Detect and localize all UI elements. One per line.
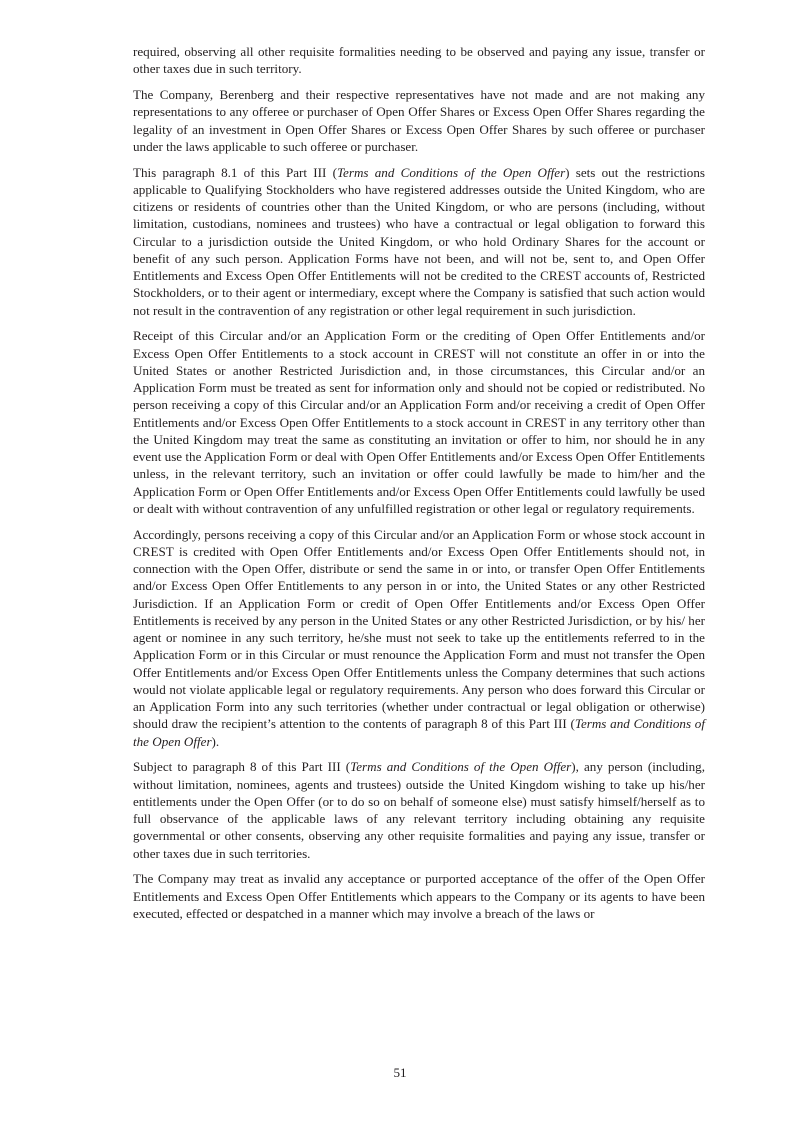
paragraph-restrictions-8-1	[133, 164, 705, 319]
paragraph-text: ) sets out the restrictions applicable to Qualifying Stockholders who have registered addresses outside the United Kingdom, who are citizens or residents of countries other than the United Kingdom, or who are persons (including, without limitation, custodians, nominees and trustees) who have a contractual or legal obligation to forward this Circular to a jurisdiction outside the United Kingdom, or who hold Ordinary Shares for the account or benefit of any such person. Application Forms have not been, and will not be, sent to, and Open Offer Entitlements and Excess Open Offer Entitlements will not be credited to the CREST accounts of, Restricted Stockholders, or to their agent or intermediary, except where the Company is satisfied that such action would not result in the contravention of any registration or other legal requirement in such jurisdiction.	[133, 164, 705, 318]
paragraph-text: ).	[211, 733, 220, 749]
paragraph-text: Subject to paragraph 8 of this Part III (	[133, 759, 351, 775]
paragraph-text: Accordingly, persons receiving a copy of this Circular and/or an Application Form or whose stock account in CREST is credited with Open Offer Entitlements and/or Excess Open Offer Entitlements should not, in connection with the Open Offer, distribute or send the same in or into, or transfer Open Offer Entitlements and/or Excess Open Offer Entitlements to any person in or into, the United States or any other Restricted Jurisdiction. If an Application Form or credit of Open Offer Entitlements and/or Excess Open Offer Entitlements is received by any person in the United States or any other Restricted Jurisdiction, or by his/ her agent or nominee in any such territory, he/she must not seek to take up the entitlements referred to in the Application Form or in this Circular or must renounce the Application Form and must not transfer the Open Offer Entitlements and/or Excess Open Offer Entitlements unless the Company determines that such actions would not violate applicable legal or regulatory requirements. Any person who does forward this Circular or an Application Form into any such territories (whether under contractual or legal obligation or otherwise) should draw the recipient’s attention to the contents of paragraph 8 of this Part III (	[133, 526, 705, 732]
paragraph-receipt-of-circular	[133, 327, 705, 517]
paragraph-invalid-acceptance	[133, 870, 705, 922]
paragraph-continuation-formalities	[133, 43, 705, 78]
paragraph-text: ), any person (including, without limitation, nominees, agents and trustees) outside the United Kingdom wishing to take up his/her entitlements under the Open Offer (or to do so on behalf of someone else) must satisfy himself/herself as to full observance of the applicable laws of any relevant territory including obtaining any requisite governmental or other consents, observing any other requisite formalities and paying any issue, transfer or other taxes due in such territories.	[133, 759, 705, 861]
paragraph-text: The Company, Berenberg and their respective representatives have not made and are not making any representations to any offeree or purchaser of Open Offer Shares or Excess Open Offer Shares regarding the legality of an investment in Open Offer Shares or Excess Open Offer Shares by such offeree or purchaser under the laws applicable to such offeree or purchaser.	[133, 87, 705, 154]
paragraph-subject-to-paragraph-8	[133, 758, 705, 862]
paragraph-accordingly	[133, 526, 705, 750]
italic-reference-title: Terms and Conditions of the Open Offer	[336, 164, 566, 180]
paragraph-text: Receipt of this Circular and/or an Application Form or the crediting of Open Offer Entitlements and/or Excess Open Offer Entitlements to a stock account in CREST will not constitute an offer in or into the United States or another Restricted Jurisdiction and, in those circumstances, this Circular and/or an Application Form must be treated as sent for information only and should not be copied or redistributed. No person receiving a copy of this Circular and/or an Application Form and/or receiving a credit of Open Offer Entitlements and/or Excess Open Offer Entitlements to a stock account in CREST in any territory other than the United Kingdom may treat the same as constituting an invitation or offer to him, nor should he in any event use the Application Form or deal with Open Offer Entitlements and/or Excess Open Offer Entitlements unless, in the relevant territory, such an invitation or offer could lawfully be made to him/her and the Application Form or Open Offer Entitlements and/or Excess Open Offer Entitlements could lawfully be used or dealt with without contravention of any unfulfilled registration or other legal or regulatory requirements.	[133, 328, 705, 516]
paragraph-no-representations	[133, 86, 705, 155]
document-page-body	[133, 43, 705, 931]
paragraph-text: This paragraph 8.1 of this Part III (	[133, 164, 337, 180]
paragraph-text: required, observing all other requisite formalities needing to be observed and paying any issue, transfer or other taxes due in such territory.	[133, 44, 705, 77]
paragraph-text: The Company may treat as invalid any acceptance or purported acceptance of the offer of the Open Offer Entitlements and Excess Open Offer Entitlements which appears to the Company or its agents to have been executed, effected or despatched in a manner which may involve a breach of the laws or	[133, 871, 705, 921]
italic-reference-title: Terms and Conditions of the Open Offer	[350, 759, 572, 775]
page-number: 51	[393, 1065, 407, 1080]
italic-reference-title: Terms and Conditions of the Open Offer	[133, 716, 705, 749]
